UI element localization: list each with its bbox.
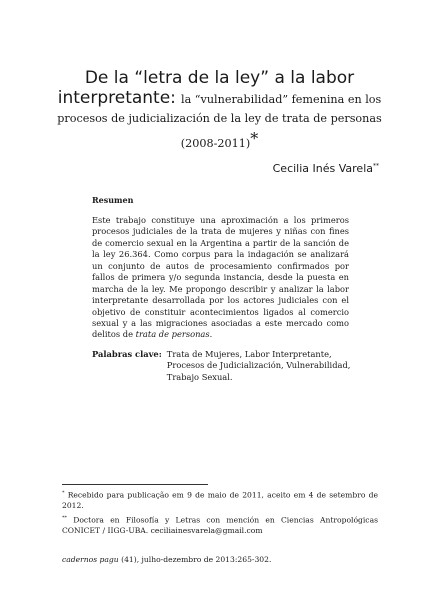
author-footnote-mark: ** (373, 162, 379, 170)
title-line-2-large: interpretante: (57, 88, 176, 109)
author-name-text: Cecilia Inés Varela (272, 162, 373, 175)
keywords-block (92, 349, 362, 383)
footer-citation: (41), julho-dezembro de 2013:265-302. (121, 555, 272, 564)
footnote-2 (62, 515, 378, 536)
paper-title (40, 68, 399, 150)
keywords-label: Palabras clave: (92, 349, 162, 359)
abstract-italic-term: trata de personas (135, 329, 210, 340)
footnote-1-text: Recebido para publicação em 9 de maio de 2011, aceito em 4 de setembro de 2012. (62, 490, 378, 510)
abstract-text (92, 215, 349, 341)
title-years: (2008-2011) (180, 136, 251, 150)
title-line-1: De la “letra de la ley” a la labor (84, 68, 355, 88)
abstract-body: Este trabajo constituye una aproximación a los primeros procesos judiciales de la trata de mujeres y niñas con fines de comercio sexual en la Argentina a partir de la sanción de la ley 26.364. Como corpus para la indagación se analizará un conjunto de autos de procesamiento confirmados por fallos de primera y/o segunda instancia, desde la puesta en marcha de la ley. Me propongo describir y analizar la labor interpretante desarrollada por los actores judiciales con el objetivo de constituir acontecimientos ligados al comercio sexual y a las migraciones asociadas a este mercado como delitos de (92, 215, 349, 340)
footnote-2-text: Doctora en Filosofía y Letras con mención en Ciencias Antropológicas CONICET / IIGG-UBA. ceciliainesvarela@gmail.com (62, 515, 378, 535)
title-years-line (40, 130, 399, 150)
footer-journal: cadernos pagu (62, 555, 119, 564)
page-footer-citation (62, 555, 271, 564)
footnote-divider (62, 484, 208, 485)
footnote-1-mark: * (62, 490, 65, 496)
footnote-2-mark: ** (62, 515, 67, 521)
title-footnote-mark: * (250, 128, 259, 148)
abstract-end: . (209, 329, 213, 340)
author-name (273, 162, 379, 175)
footnote-1 (62, 490, 378, 511)
title-subtitle: la “vulnerabilidad” femenina en los procesos de judicialización de la ley de trata de personas (57, 93, 382, 126)
keywords-value: Trata de Mujeres, Labor Interpretante, Procesos de Judicialización, Vulnerabilidad, Trabajo Sexual. (166, 349, 351, 382)
abstract-heading: Resumen (92, 195, 134, 205)
